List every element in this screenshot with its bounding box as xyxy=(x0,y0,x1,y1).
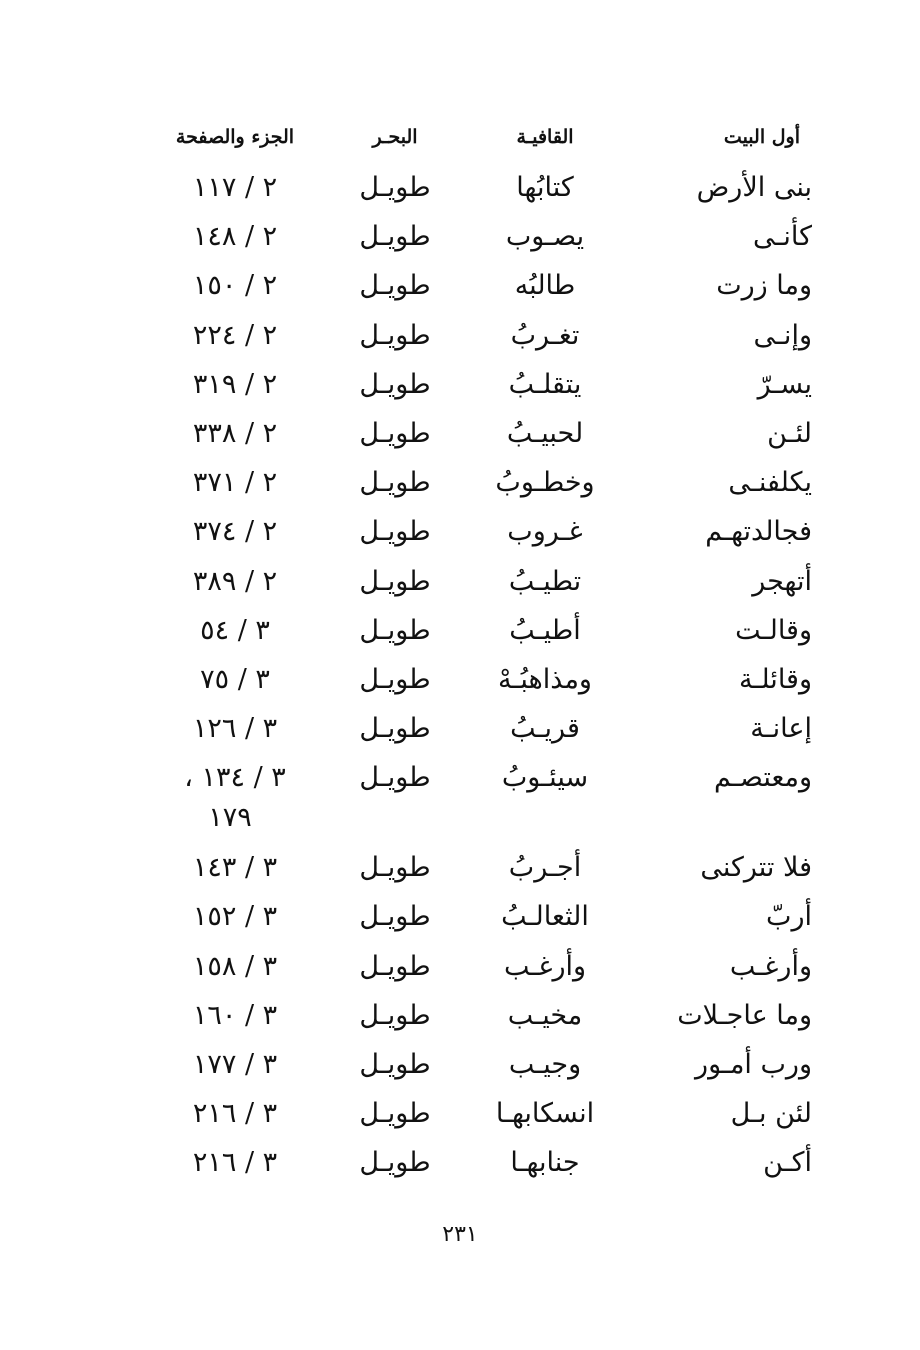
rhyme-cell: أطيـبُ xyxy=(509,614,581,646)
header-volume-page: الجزء والصفحة xyxy=(175,126,295,148)
meter-cell: طويـل xyxy=(359,713,431,745)
rhyme-cell: أجـربُ xyxy=(508,852,582,884)
rhyme-cell: غـروب xyxy=(507,516,583,548)
table-row xyxy=(150,758,830,848)
first-verse-cell: وقائلـة xyxy=(738,663,812,695)
first-verse-cell: أكـن xyxy=(763,1147,812,1179)
rhyme-cell: جنابهـا xyxy=(510,1147,580,1179)
first-verse-cell: بنى الأرض xyxy=(696,172,812,203)
table-row xyxy=(150,266,830,315)
page-number: ٢٣١ xyxy=(442,1222,478,1247)
volume-page-cell: ٣ / ١٢٦ xyxy=(192,713,278,745)
volume-page-cell: ٢ / ٢٢٤ xyxy=(192,319,278,351)
rhyme-cell: انسكابهـا xyxy=(495,1098,595,1130)
table-row xyxy=(150,611,830,660)
volume-page-cell: ٢ / ٣٧١ xyxy=(192,467,278,499)
rhyme-cell: ومذاهبُـهْ xyxy=(498,663,592,695)
volume-page-cell: ٢ / ٣٧٤ xyxy=(192,516,278,548)
first-verse-cell: وما عاجـلات xyxy=(677,999,812,1031)
first-verse-cell: فلا تتركنى xyxy=(700,852,812,884)
table-row xyxy=(150,660,830,709)
first-verse-cell: وقالـت xyxy=(735,614,812,646)
meter-cell: طويـل xyxy=(359,467,431,499)
meter-cell: طويـل xyxy=(359,417,431,449)
volume-page-cell: ٣ / ١٥٨ xyxy=(192,950,278,982)
first-verse-cell: لئن بـل xyxy=(730,1098,812,1130)
first-verse-cell: يكلفنـى xyxy=(728,467,812,499)
header-first-verse: أول البيت xyxy=(723,126,800,148)
meter-cell: طويـل xyxy=(359,1098,431,1130)
header-rhyme: القافيـة xyxy=(516,126,574,148)
rhyme-cell: مخيـب xyxy=(507,999,583,1031)
volume-page-continuation: ١٧٩ xyxy=(208,802,252,834)
volume-page-cell: ٣ / ١٥٢ xyxy=(192,901,278,933)
header-meter: البحـر xyxy=(372,126,418,148)
volume-page-cell: ٢ / ١٤٨ xyxy=(192,221,278,253)
rhyme-cell: سيئـوبُ xyxy=(501,762,589,794)
table-row xyxy=(150,512,830,561)
table-row xyxy=(150,365,830,414)
first-verse-cell: أربّ xyxy=(766,901,812,933)
first-verse-cell: لئـن xyxy=(767,417,812,449)
table-row xyxy=(150,168,830,217)
table-row xyxy=(150,947,830,996)
meter-cell: طويـل xyxy=(359,901,431,933)
table-row xyxy=(150,217,830,266)
table-row xyxy=(150,414,830,463)
first-verse-cell: يسـرّ xyxy=(757,368,812,400)
rhyme-cell: تطيـبُ xyxy=(508,565,582,597)
rhyme-cell: وأرغـب xyxy=(503,950,587,982)
meter-cell: طويـل xyxy=(359,663,431,695)
rhyme-cell: الثعالـبُ xyxy=(501,901,589,933)
table-row xyxy=(150,996,830,1045)
rhyme-cell: تغـربُ xyxy=(510,319,580,351)
meter-cell: طويـل xyxy=(359,762,431,794)
meter-cell: طويـل xyxy=(359,319,431,351)
volume-page-cell: ٢ / ٣١٩ xyxy=(192,368,278,400)
first-verse-cell: ورب أمـور xyxy=(695,1049,812,1080)
first-verse-cell: وإنـى xyxy=(753,319,812,351)
table-row xyxy=(150,1143,830,1192)
first-verse-cell: إعانـة xyxy=(750,713,812,745)
meter-cell: طويـل xyxy=(359,516,431,548)
volume-page-cell: ٢ / ١٥٠ xyxy=(192,270,278,302)
table-row xyxy=(150,709,830,758)
meter-cell: طويـل xyxy=(359,950,431,982)
meter-cell: طويـل xyxy=(359,368,431,400)
meter-cell: طويـل xyxy=(359,1147,431,1179)
volume-page-cell: ٣ / ٢١٦ xyxy=(192,1098,278,1130)
volume-page-cell: ٣ / ١٦٠ xyxy=(192,999,278,1031)
rhyme-cell: كتابُها xyxy=(516,172,574,203)
table-row xyxy=(150,1094,830,1143)
volume-page-cell: ٣ / ٥٤ xyxy=(200,614,270,646)
volume-page-cell: ٢ / ٣٨٩ xyxy=(192,565,278,597)
table-row xyxy=(150,1045,830,1094)
meter-cell: طويـل xyxy=(359,614,431,646)
volume-page-cell: ٣ / ١٧٧ xyxy=(192,1049,278,1080)
meter-cell: طويـل xyxy=(359,1049,431,1080)
meter-cell: طويـل xyxy=(359,565,431,597)
first-verse-cell: ومعتصـم xyxy=(714,762,812,794)
first-verse-cell: فجالدتهـم xyxy=(705,516,812,548)
table-row xyxy=(150,848,830,897)
table-header xyxy=(150,126,830,160)
verse-index-table xyxy=(150,168,830,1193)
volume-page-cell: ٣ / ٢١٦ xyxy=(192,1147,278,1179)
rhyme-cell: وخطـوبُ xyxy=(495,467,595,499)
rhyme-cell: لحبيـبُ xyxy=(506,417,584,449)
table-row xyxy=(150,897,830,946)
volume-page-cell: ٣ / ٧٥ xyxy=(200,663,270,695)
meter-cell: طويـل xyxy=(359,172,431,203)
table-row xyxy=(150,316,830,365)
table-row xyxy=(150,463,830,512)
first-verse-cell: وأرغـب xyxy=(729,950,812,982)
rhyme-cell: يصـوب xyxy=(505,221,585,253)
first-verse-cell: أتهجر xyxy=(752,565,812,597)
volume-page-cell: ٢ / ١١٧ xyxy=(192,172,278,203)
rhyme-cell: يتقلـبُ xyxy=(508,368,582,400)
table-row xyxy=(150,562,830,611)
first-verse-cell: وما زرت xyxy=(716,270,812,302)
first-verse-cell: كأنـى xyxy=(752,221,812,253)
meter-cell: طويـل xyxy=(359,270,431,302)
meter-cell: طويـل xyxy=(359,852,431,884)
meter-cell: طويـل xyxy=(359,999,431,1031)
volume-page-cell: ٢ / ٣٣٨ xyxy=(192,417,278,449)
meter-cell: طويـل xyxy=(359,221,431,253)
volume-page-cell: ٣ / ١٤٣ xyxy=(192,852,278,884)
rhyme-cell: طالبُه xyxy=(514,270,576,302)
rhyme-cell: وجيـب xyxy=(508,1049,582,1080)
rhyme-cell: قريـبُ xyxy=(510,713,580,745)
volume-page-cell: ٣ / ١٣٤ ، xyxy=(184,762,286,794)
